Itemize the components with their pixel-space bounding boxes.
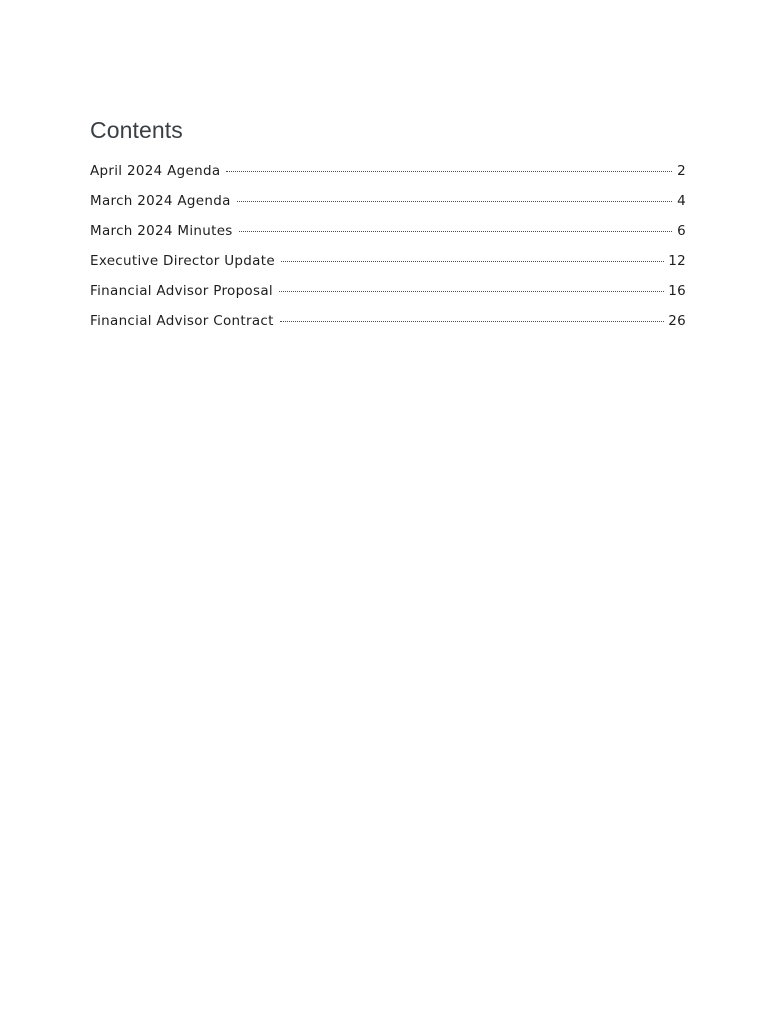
toc-entry-march-2024-minutes[interactable]	[90, 220, 686, 250]
toc-entry-page-number: 6	[677, 223, 686, 239]
toc-entry-page-number: 26	[668, 313, 686, 329]
dot-leader	[280, 307, 664, 322]
toc-entry-page-number: 4	[677, 193, 686, 209]
toc-entry-label: March 2024 Agenda	[90, 193, 231, 209]
dot-leader	[226, 157, 672, 172]
dot-leader	[279, 277, 664, 292]
toc-entry-label: Executive Director Update	[90, 253, 275, 269]
toc-entry-financial-advisor-contract[interactable]	[90, 310, 686, 340]
toc-entry-label: April 2024 Agenda	[90, 163, 221, 179]
toc-entry-march-2024-agenda[interactable]	[90, 190, 686, 220]
toc-entry-financial-advisor-proposal[interactable]	[90, 280, 686, 310]
table-of-contents	[90, 160, 686, 340]
dot-leader	[281, 247, 664, 262]
toc-entry-executive-director-update[interactable]	[90, 250, 686, 280]
dot-leader	[239, 217, 672, 232]
toc-entry-april-2024-agenda[interactable]	[90, 160, 686, 190]
dot-leader	[237, 187, 672, 202]
toc-entry-label: Financial Advisor Contract	[90, 313, 274, 329]
toc-entry-label: Financial Advisor Proposal	[90, 283, 273, 299]
toc-entry-page-number: 12	[668, 253, 686, 269]
contents-heading: Contents	[90, 117, 183, 143]
toc-entry-page-number: 16	[668, 283, 686, 299]
toc-entry-label: March 2024 Minutes	[90, 223, 233, 239]
toc-entry-page-number: 2	[677, 163, 686, 179]
